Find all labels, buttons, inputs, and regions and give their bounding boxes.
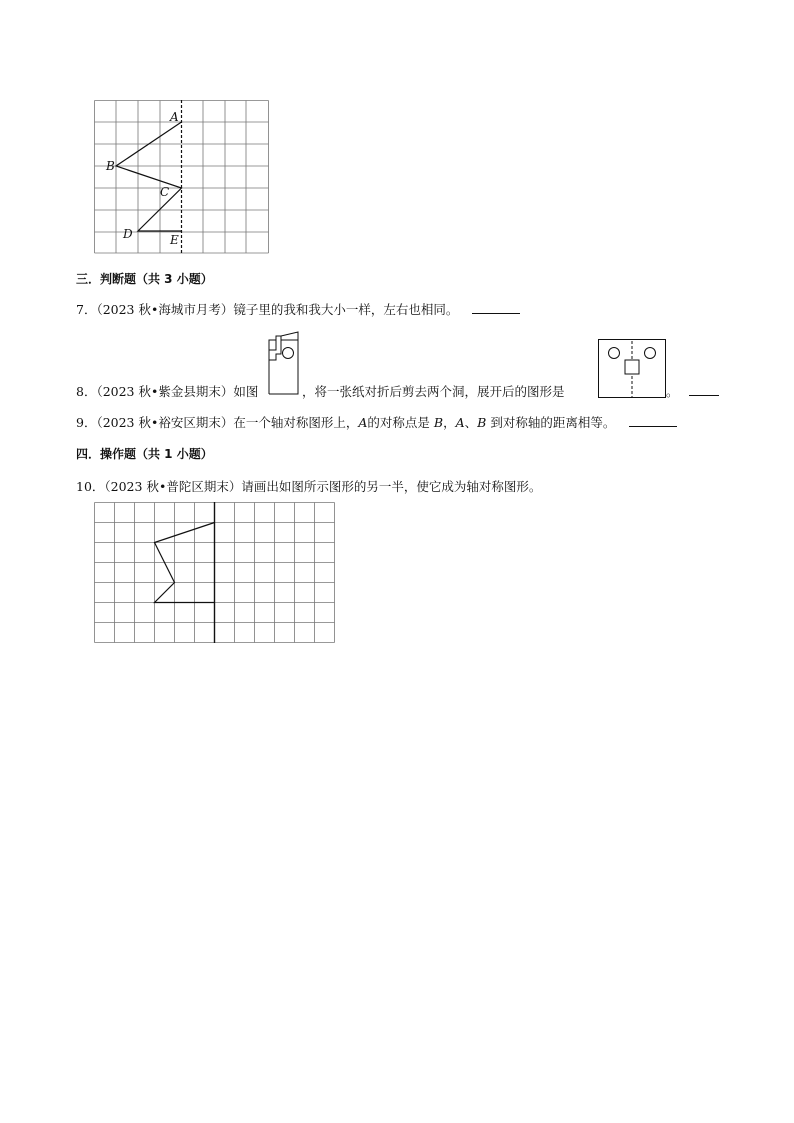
figure1-grid [94,100,270,254]
q9-answer-blank[interactable] [629,414,677,427]
question-8-end [666,382,719,400]
q9-text-c: ， [443,415,456,430]
q8-number: 8． [76,384,97,399]
question-8 [76,382,258,400]
q9-text-a: 在一个轴对称图形上， [233,415,359,430]
q9-source: （2023 秋•裕安区期末） [96,415,234,430]
q10-number: 10． [76,479,105,494]
q9-point-b: B [433,415,444,430]
q8-folded-paper-figure [267,330,305,396]
q7-answer-blank[interactable] [472,301,520,314]
q7-number: 7． [76,302,97,317]
figure1-shape [116,122,182,231]
question-8-cont [302,382,565,400]
question-10 [76,477,541,495]
q9-point-a2: A [455,415,465,430]
q10-source: （2023 秋•普陀区期末） [104,479,242,494]
q9-sep: 、 [464,415,478,430]
q8-text-a: 如图 [233,384,259,399]
q9-text-b: 的对称点是 [367,415,430,430]
section4-title: 四．操作题（共 1 小题） [76,447,213,461]
q9-number: 9． [76,415,97,430]
q8-unfolded-answer-figure [598,339,668,399]
question-7 [76,300,520,318]
q9-text-d: 到对称轴的距离相等。 [490,415,616,430]
section3-title: 三．判断题（共 3 小题） [76,272,213,286]
figure2-grid [94,502,336,644]
figure1-label-d: D [123,227,133,241]
figure1-label-a: A [170,110,179,124]
q9-point-b2: B [477,415,487,430]
figure1-label-b: B [106,159,115,173]
q10-text: 请画出如图所示图形的另一半，使它成为轴对称图形。 [241,479,542,494]
q8-text-b: ，将一张纸对折后剪去两个洞，展开后的图形是 [302,384,565,399]
question-9 [76,413,677,431]
figure1-label-c: C [160,185,170,199]
q8-text-c: 。 [666,384,679,399]
q7-source: （2023 秋•海城市月考） [96,302,234,317]
q7-text: 镜子里的我和我大小一样，左右也相同。 [233,302,459,317]
figure1-label-e: E [170,233,179,247]
q8-source: （2023 秋•紫金县期末） [96,384,234,399]
q8-answer-blank[interactable] [689,383,719,396]
q9-point-a: A [358,415,368,430]
